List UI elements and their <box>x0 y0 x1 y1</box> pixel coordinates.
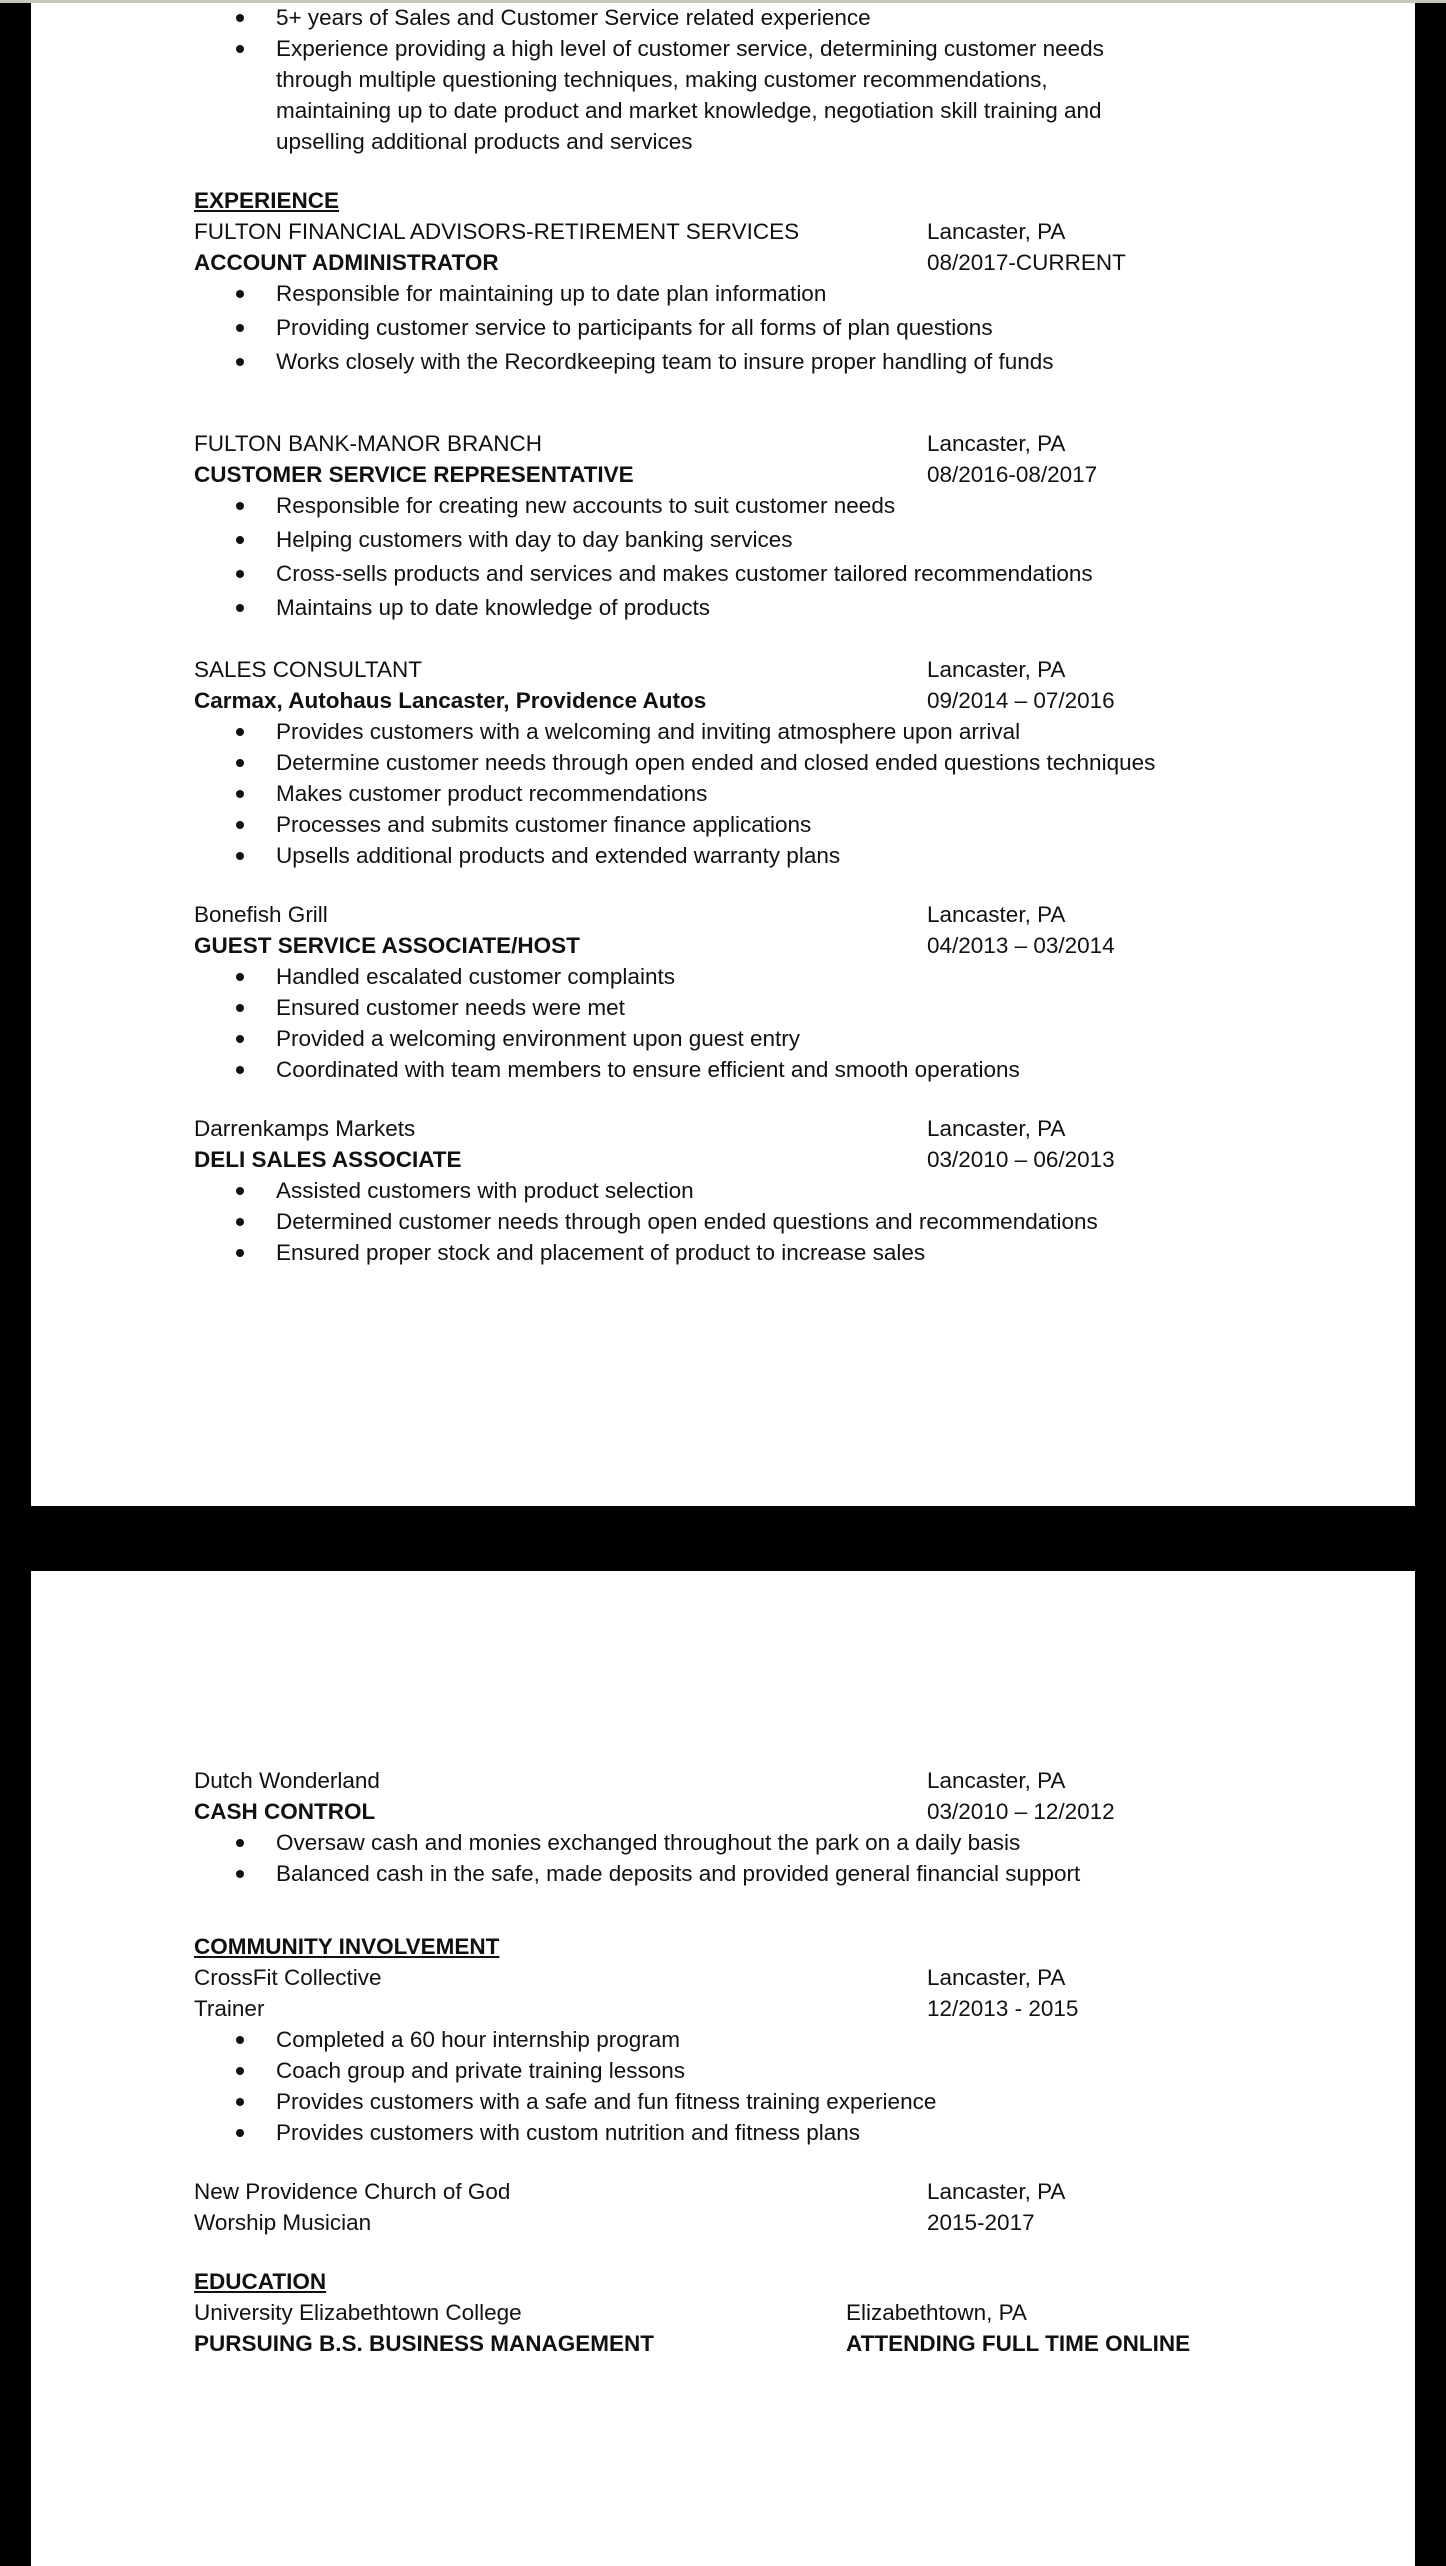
job-bullet: Determine customer needs through open ended and closed ended questions techniques <box>194 747 1294 778</box>
job-org: FULTON BANK-MANOR BRANCH <box>194 431 542 456</box>
job-bullet: Works closely with the Recordkeeping team to insure proper handling of funds <box>194 346 1294 377</box>
job-bullet: Ensured proper stock and placement of product to increase sales <box>194 1237 1294 1268</box>
community-org: CrossFit Collective <box>194 1965 382 1990</box>
education-entry <box>194 2297 1294 2359</box>
job-bullet: Makes customer product recommendations <box>194 778 1294 809</box>
job-dates: 08/2016-08/2017 <box>927 462 1098 487</box>
job-bullet: Ensured customer needs were met <box>194 992 1294 1023</box>
job-title: Carmax, Autohaus Lancaster, Providence Autos <box>194 688 707 713</box>
community-bullets <box>194 2024 1294 2148</box>
job-location: Lancaster, PA <box>927 1768 1066 1793</box>
job-dates: 03/2010 – 12/2012 <box>927 1799 1115 1824</box>
experience-heading: EXPERIENCE <box>194 188 340 213</box>
community-heading: COMMUNITY INVOLVEMENT <box>194 1934 500 1959</box>
job-bullet: Provides customers with a welcoming and inviting atmosphere upon arrival <box>194 716 1294 747</box>
job-bullet: Processes and submits customer finance applications <box>194 809 1294 840</box>
community-location: Lancaster, PA <box>927 2179 1066 2204</box>
community-dates: 12/2013 - 2015 <box>927 1996 1079 2021</box>
job-bullets <box>194 278 1294 377</box>
job-location: Lancaster, PA <box>927 219 1066 244</box>
job-location: Lancaster, PA <box>927 657 1066 682</box>
job-entry <box>194 428 1294 623</box>
community-entry <box>194 1962 1294 2148</box>
job-entry <box>194 654 1294 871</box>
job-bullets <box>194 490 1294 623</box>
summary-item: 5+ years of Sales and Customer Service related experience <box>194 2 1294 33</box>
job-bullet: Handled escalated customer complaints <box>194 961 1294 992</box>
community-role: Worship Musician <box>194 2210 372 2235</box>
job-bullet: Coordinated with team members to ensure efficient and smooth operations <box>194 1054 1294 1085</box>
job-bullets <box>194 1175 1294 1268</box>
job-org: Bonefish Grill <box>194 902 328 927</box>
job-entry <box>194 216 1294 377</box>
job-bullet: Provided a welcoming environment upon guest entry <box>194 1023 1294 1054</box>
resume-page-2 <box>31 1571 1415 2566</box>
job-location: Lancaster, PA <box>927 431 1066 456</box>
job-bullet: Balanced cash in the safe, made deposits and provided general financial support <box>194 1858 1294 1889</box>
job-entry <box>194 899 1294 1085</box>
page-1-content <box>194 2 1294 1268</box>
job-bullet: Providing customer service to participants for all forms of plan questions <box>194 312 1294 343</box>
summary-list <box>194 2 1294 157</box>
job-dates: 04/2013 – 03/2014 <box>927 933 1115 958</box>
job-title: CUSTOMER SERVICE REPRESENTATIVE <box>194 462 634 487</box>
job-bullet: Responsible for maintaining up to date plan information <box>194 278 1294 309</box>
job-bullet: Determined customer needs through open ended questions and recommendations <box>194 1206 1294 1237</box>
job-bullet: Upsells additional products and extended warranty plans <box>194 840 1294 871</box>
community-bullet: Provides customers with custom nutrition and fitness plans <box>194 2117 1294 2148</box>
job-bullet: Cross-sells products and services and makes customer tailored recommendations <box>194 558 1294 589</box>
job-bullet: Assisted customers with product selection <box>194 1175 1294 1206</box>
job-org: Darrenkamps Markets <box>194 1116 416 1141</box>
job-title: DELI SALES ASSOCIATE <box>194 1147 462 1172</box>
job-dates: 03/2010 – 06/2013 <box>927 1147 1115 1172</box>
job-location: Lancaster, PA <box>927 1116 1066 1141</box>
job-bullet: Oversaw cash and monies exchanged throughout the park on a daily basis <box>194 1827 1294 1858</box>
community-bullet: Provides customers with a safe and fun fitness training experience <box>194 2086 1294 2117</box>
job-dates: 08/2017-CURRENT <box>927 250 1126 275</box>
resume-page-1 <box>31 0 1415 1506</box>
job-title: ACCOUNT ADMINISTRATOR <box>194 250 499 275</box>
education-status: ATTENDING FULL TIME ONLINE <box>846 2331 1191 2356</box>
job-title: GUEST SERVICE ASSOCIATE/HOST <box>194 933 580 958</box>
community-bullet: Completed a 60 hour internship program <box>194 2024 1294 2055</box>
job-entry <box>194 1113 1294 1268</box>
job-bullet: Maintains up to date knowledge of products <box>194 592 1294 623</box>
job-org: FULTON FINANCIAL ADVISORS-RETIREMENT SERVICES <box>194 219 800 244</box>
job-dates: 09/2014 – 07/2016 <box>927 688 1115 713</box>
education-degree: PURSUING B.S. BUSINESS MANAGEMENT <box>194 2331 655 2356</box>
job-org: Dutch Wonderland <box>194 1768 380 1793</box>
job-org: SALES CONSULTANT <box>194 657 422 682</box>
job-bullets <box>194 961 1294 1085</box>
summary-item: Experience providing a high level of customer service, determining customer needs through multiple questioning techniques, making customer recommendations, maintaining up to date product and market knowledge, negotiation skill training and upselling additional products and services <box>194 33 1294 157</box>
community-dates: 2015-2017 <box>927 2210 1035 2235</box>
job-title: CASH CONTROL <box>194 1799 376 1824</box>
job-bullet: Helping customers with day to day banking services <box>194 524 1294 555</box>
community-location: Lancaster, PA <box>927 1965 1066 1990</box>
job-entry <box>194 1765 1294 1889</box>
job-location: Lancaster, PA <box>927 902 1066 927</box>
education-location: Elizabethtown, PA <box>846 2300 1027 2325</box>
education-school: University Elizabethtown College <box>194 2300 522 2325</box>
education-heading: EDUCATION <box>194 2269 327 2294</box>
page-2-content <box>194 1765 1294 2359</box>
job-bullet: Responsible for creating new accounts to suit customer needs <box>194 490 1294 521</box>
community-entry <box>194 2176 1294 2238</box>
job-bullets <box>194 1827 1294 1889</box>
community-bullet: Coach group and private training lessons <box>194 2055 1294 2086</box>
community-role: Trainer <box>194 1996 265 2021</box>
job-bullets <box>194 716 1294 871</box>
community-org: New Providence Church of God <box>194 2179 511 2204</box>
